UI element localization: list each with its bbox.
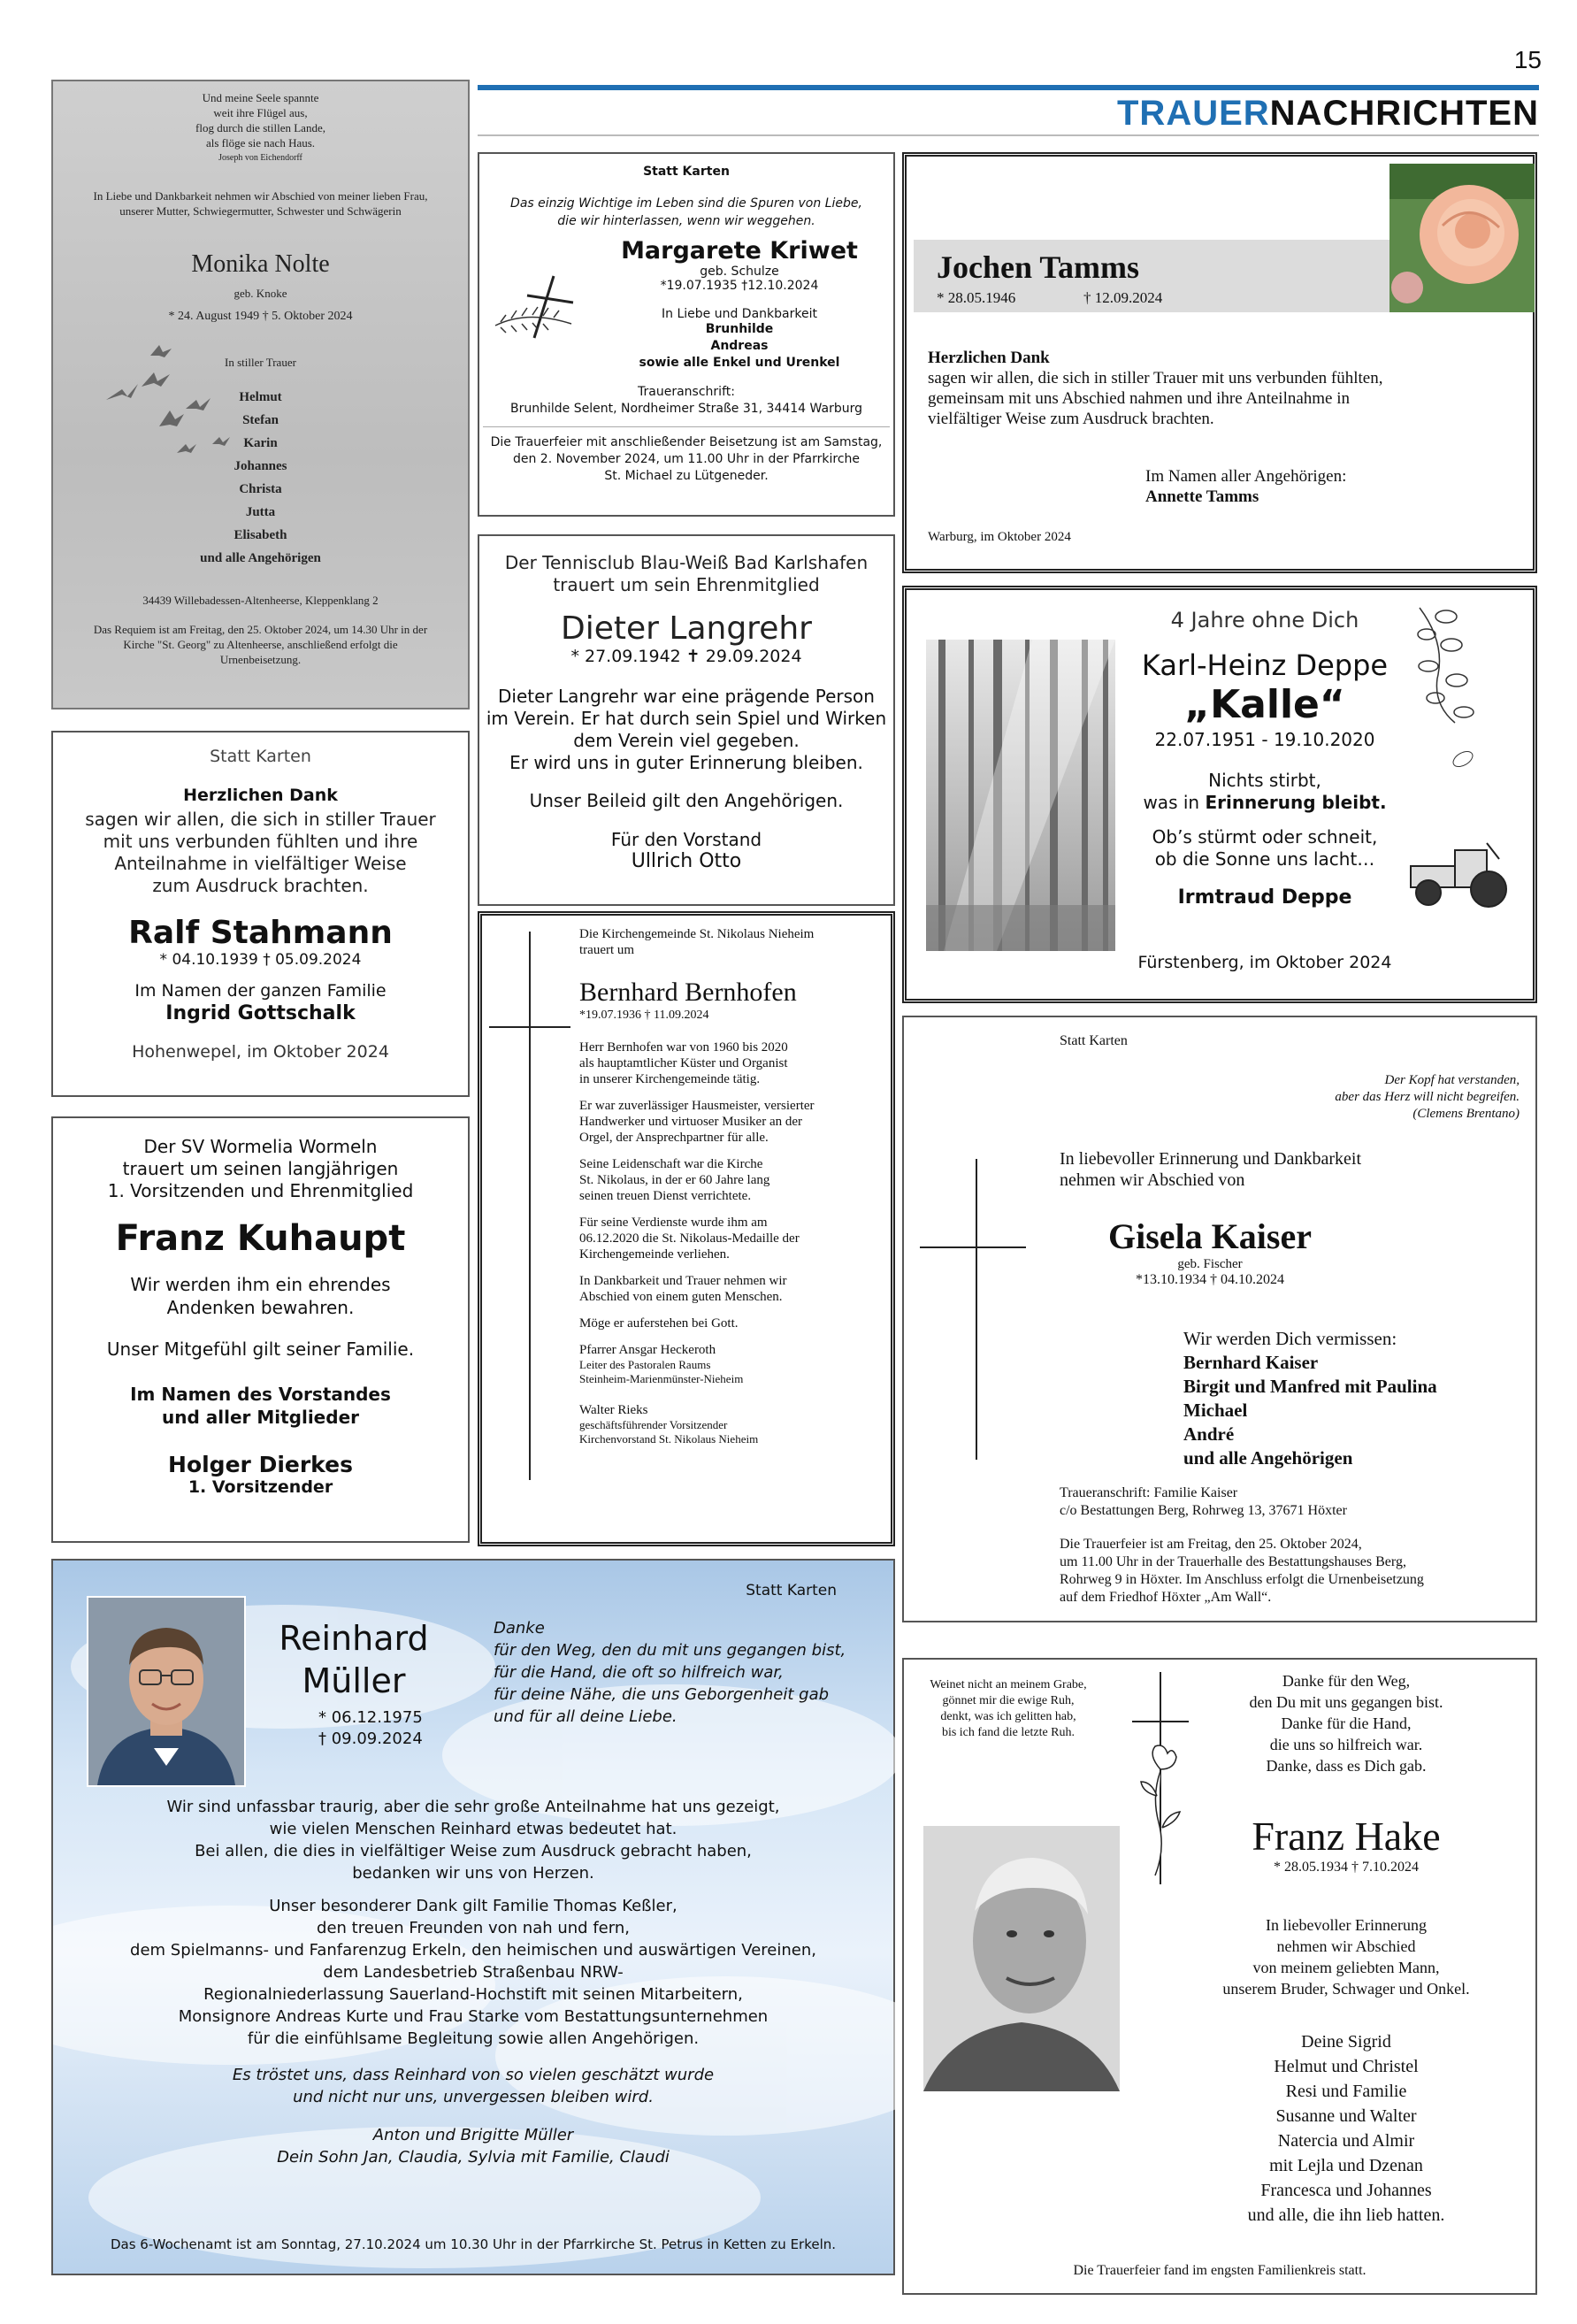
deceased-name: Monika Nolte <box>191 250 330 278</box>
text-line: Für seine Verdienste wurde ihm am <box>579 1216 768 1230</box>
born-name: geb. Fischer <box>1177 1257 1243 1271</box>
family-member: Karin <box>243 436 278 450</box>
signer-role: geschäftsführender Vorsitzender <box>579 1418 728 1431</box>
header-rule <box>478 85 1539 90</box>
address-label: Traueranschrift: <box>638 385 735 399</box>
family-member: sowie alle Enkel und Urenkel <box>639 356 840 370</box>
born-name: geb. Schulze <box>700 265 779 279</box>
text-line: Wir werden ihm ein ehrendes <box>130 1274 391 1295</box>
text-line: seinen treuen Dienst verrichtete. <box>579 1189 752 1203</box>
text-line: Er war zuverlässiger Hausmeister, versierter <box>579 1099 815 1113</box>
text-line: 06.12.2020 die St. Nikolaus-Medaille der <box>579 1231 800 1246</box>
place-date: Hohenwepel, im Oktober 2024 <box>132 1042 389 1062</box>
text-line: Handwerker und virtuoser Musiker an der <box>579 1115 803 1129</box>
text-line: den treuen Freunden von nah und fern, <box>317 1919 630 1937</box>
signer: Anton und Brigitte Müller <box>372 2126 574 2144</box>
verse-line: Nichts stirbt, <box>1208 770 1321 791</box>
requiem-line: Das Requiem ist am Freitag, den 25. Oktober 2024, um 14.30 Uhr in der <box>93 623 428 636</box>
life-dates: * 04.10.1939 † 05.09.2024 <box>159 951 362 969</box>
signer: Holger Dierkes <box>168 1452 353 1477</box>
cross-icon <box>920 1159 1035 1477</box>
board-line: Im Namen des Vorstandes <box>130 1384 391 1405</box>
deceased-name: Franz Kuhaupt <box>115 1218 406 1259</box>
intro-line: unserer Mutter, Schwiegermutter, Schwester und Schwägerin <box>119 204 402 218</box>
first-name: Reinhard <box>279 1619 429 1658</box>
obituary-dieter-langrehr <box>478 534 895 906</box>
poem-line: als flöge sie nach Haus. <box>205 136 316 150</box>
section-title <box>478 94 1539 134</box>
header-underline <box>478 134 1539 136</box>
cross-icon <box>484 932 572 1498</box>
signer: Walter Rieks <box>579 1403 648 1417</box>
text-line: Regionalniederlassung Sauerland-Hochstift mit seinen Mitarbeitern, <box>203 1985 743 2004</box>
thanks-line: sagen wir allen, die sich in stiller Trauer mit uns verbunden fühlten, <box>928 369 1383 387</box>
born-name: geb. Knoke <box>233 287 287 300</box>
text-line: Kirchengemeinde verliehen. <box>579 1247 730 1262</box>
quote-line: aber das Herz will nicht begreifen. <box>1335 1090 1520 1104</box>
intro-line: von meinem geliebten Mann, <box>1252 1959 1440 1976</box>
signer: Pfarrer Ansgar Heckeroth <box>579 1343 716 1357</box>
portrait-photo <box>923 1826 1120 2091</box>
thanks-title: Herzlichen Dank <box>928 349 1050 367</box>
poem-line: bis ich fand die letzte Ruh. <box>941 1726 1076 1739</box>
life-dates: *13.10.1934 † 04.10.2024 <box>1136 1272 1284 1287</box>
life-dates: * 28.05.1934 † 7.10.2024 <box>1274 1860 1419 1875</box>
leaf-branch-icon <box>1411 599 1481 732</box>
signer-role: Steinheim-Marienmünster-Nieheim <box>579 1372 744 1385</box>
family-member: und alle Angehörigen <box>200 551 321 565</box>
life-dates: * 27.09.1942 ✝ 29.09.2024 <box>570 647 802 666</box>
text-line: wie vielen Menschen Reinhard etwas bedeutet hat. <box>269 1820 677 1838</box>
family-member: Bernhard Kaiser <box>1183 1352 1319 1373</box>
thanks-line: Danke <box>494 1619 545 1638</box>
section-title-part1: TRAUER <box>1117 94 1270 133</box>
text-line: Bei allen, die dies in vielfältiger Weise zum Ausdruck gebracht haben, <box>195 1842 752 1860</box>
text-line: Dieter Langrehr war eine prägende Person <box>498 686 875 707</box>
death-date: † 09.09.2024 <box>318 1730 423 1748</box>
love-line: In Liebe und Dankbarkeit <box>662 307 817 321</box>
section-title-part2: NACHRICHTEN <box>1269 94 1539 133</box>
family-member: Helmut <box>239 390 282 404</box>
born-date: * 06.12.1975 <box>318 1708 423 1727</box>
service-line: um 11.00 Uhr in der Trauerhalle des Bestattungshauses Berg, <box>1060 1554 1406 1569</box>
place-date: Fürstenberg, im Oktober 2024 <box>1137 953 1392 972</box>
verse-bold: Erinnerung bleibt. <box>1205 792 1387 813</box>
family-member: Andreas <box>710 339 769 353</box>
nickname: „Kalle“ <box>1184 682 1345 727</box>
family-member: Christa <box>239 482 282 496</box>
requiem-line: Kirche "St. Georg" zu Altenheerse, anschließend erfolgt die <box>123 638 398 651</box>
family-member: Natercia und Almir <box>1277 2131 1415 2151</box>
deceased-name: Margarete Kriwet <box>621 237 858 265</box>
family-member: Resi und Familie <box>1285 2082 1407 2101</box>
verse-line: ob die Sonne uns lacht… <box>1154 848 1375 870</box>
text-line: St. Nikolaus, in der er 60 Jahre lang <box>579 1173 770 1187</box>
poem-author: Joseph von Eichendorff <box>218 153 302 163</box>
statt-karten: Statt Karten <box>746 1582 837 1599</box>
intro-line: trauert um sein Ehrenmitglied <box>553 574 820 595</box>
birch-forest-photo <box>926 640 1115 951</box>
intro-line: unserem Bruder, Schwager und Onkel. <box>1222 1980 1470 1998</box>
family-member: Birgit und Manfred mit Paulina <box>1183 1376 1437 1397</box>
text-line: im Verein. Er hat durch sein Spiel und Wirken <box>486 708 887 729</box>
thanks-line: sagen wir allen, die sich in stiller Trauer <box>85 809 436 830</box>
deceased-name: Karl-Heinz Deppe <box>1141 648 1389 682</box>
signer-role: Kirchenvorstand St. Nikolaus Nieheim <box>579 1432 759 1446</box>
family-member: Francesca und Johannes <box>1260 2181 1432 2200</box>
address-line: Traueranschrift: Familie Kaiser <box>1060 1485 1238 1500</box>
thanks-line: und für all deine Liebe. <box>494 1707 677 1726</box>
text-line: bedanken wir uns von Herzen. <box>352 1864 594 1883</box>
signer-role: Leiter des Pastoralen Raums <box>579 1358 711 1371</box>
text-line: Monsignore Andreas Kurte und Frau Starke vom Bestattungsunternehmen <box>178 2007 769 2026</box>
tractor-icon <box>1402 841 1517 912</box>
portrait-person <box>88 1598 244 1785</box>
signer: Annette Tamms <box>1145 487 1259 506</box>
verse-line: Ob’s stürmt oder schneit, <box>1152 826 1378 848</box>
text-line: Möge er auferstehen bei Gott. <box>579 1316 739 1331</box>
poem-line: Und meine Seele spannte <box>202 91 319 104</box>
intro-line: nehmen wir Abschied von <box>1060 1170 1245 1190</box>
intro-line: In liebevoller Erinnerung und Dankbarkeit <box>1060 1149 1361 1169</box>
leaf-icon <box>1450 746 1476 772</box>
last-name: Müller <box>302 1661 406 1700</box>
quote-line: Der Kopf hat verstanden, <box>1384 1073 1520 1087</box>
family-member: Jutta <box>245 505 276 519</box>
rose-photo <box>1389 164 1535 312</box>
obituary-franz-hake <box>902 1658 1537 2295</box>
thanks-title: Herzlichen Dank <box>183 786 338 805</box>
condolence-line: Unser Beileid gilt den Angehörigen. <box>529 790 844 811</box>
family-member: Brunhilde <box>705 322 774 336</box>
text-line: Es tröstet uns, dass Reinhard von so vielen geschätzt wurde <box>232 2066 715 2084</box>
deceased-name: Franz Hake <box>1252 1814 1441 1859</box>
intro-line: Die Kirchengemeinde St. Nikolaus Nieheim <box>579 927 815 941</box>
life-dates: * 24. August 1949 † 5. Oktober 2024 <box>168 310 353 323</box>
text-line: dem Landesbetrieb Straßenbau NRW- <box>323 1963 624 1982</box>
service-line: auf dem Friedhof Höxter „Am Wall“. <box>1060 1590 1272 1605</box>
service-line: Rohrweg 9 in Höxter. Im Anschluss erfolgt die Urnenbeisetzung <box>1060 1572 1424 1587</box>
address-line: c/o Bestattungen Berg, Rohrweg 13, 37671 Höxter <box>1060 1503 1347 1518</box>
thanks-line: zum Ausdruck brachten. <box>152 875 369 896</box>
text-line: Unser besonderer Dank gilt Familie Thomas Keßler, <box>269 1897 677 1915</box>
signer: Ingrid Gottschalk <box>165 1002 356 1024</box>
family-member: Susanne und Walter <box>1275 2106 1417 2126</box>
text-line: Orgel, der Ansprechpartner für alle. <box>579 1131 769 1145</box>
intro-line: Der Tennisclub Blau-Weiß Bad Karlshafen <box>504 552 869 573</box>
thanks-line: den Du mit uns gegangen bist. <box>1249 1693 1443 1711</box>
page-number: 15 <box>1513 46 1542 73</box>
thanks-line: für die Hand, die oft so hilfreich war, <box>494 1663 784 1682</box>
family-member: und alle, die ihn lieb hatten. <box>1247 2205 1445 2225</box>
text-line: dem Spielmanns- und Fanfarenzug Erkeln, den heimischen und auswärtigen Vereinen, <box>130 1941 816 1960</box>
obituary-gisela-kaiser <box>902 1016 1537 1622</box>
signer-role: 1. Vorsitzender <box>188 1477 333 1497</box>
cross-with-branch-icon <box>492 267 589 347</box>
grief-line: In stiller Trauer <box>225 356 296 369</box>
years-line: 4 Jahre ohne Dich <box>1170 608 1359 633</box>
quote-line: (Clemens Brentano) <box>1412 1107 1520 1121</box>
thanks-line: mit uns verbunden fühlten und ihre <box>103 831 418 852</box>
obituary-bernhard-bernhofen <box>478 911 895 1546</box>
obituary-jochen-tamms <box>902 152 1537 573</box>
family-member: Elisabeth <box>233 528 287 542</box>
family-member: André <box>1183 1423 1235 1445</box>
poem-line: flog durch die stillen Lande, <box>195 121 325 134</box>
quote-line: die wir hinterlassen, wenn wir weggehen. <box>557 214 815 228</box>
signer: Ullrich Otto <box>631 850 742 872</box>
place-date: Warburg, im Oktober 2024 <box>928 530 1071 544</box>
on-behalf: Im Namen aller Angehörigen: <box>1145 467 1347 486</box>
for-board: Für den Vorstand <box>610 829 762 850</box>
obituary-ralf-stahmann <box>51 731 470 1097</box>
statt-karten: Statt Karten <box>643 165 730 179</box>
thanks-line: vielfältiger Weise zum Ausdruck brachten. <box>928 410 1214 428</box>
requiem-line: Urnenbeisetzung. <box>219 653 302 666</box>
board-line: und aller Mitglieder <box>161 1407 359 1428</box>
address: Brunhilde Selent, Nordheimer Straße 31, 34414 Warburg <box>510 402 862 416</box>
deceased-name: Dieter Langrehr <box>561 610 812 647</box>
flying-birds-icon <box>88 303 239 471</box>
obituary-karl-heinz-deppe <box>902 586 1537 1003</box>
sympathy-line: Unser Mitgefühl gilt seiner Familie. <box>106 1338 415 1360</box>
family-member: Helmut und Christel <box>1274 2057 1419 2076</box>
quote-line: Das einzig Wichtige im Leben sind die Spuren von Liebe, <box>510 196 862 211</box>
text-line: in unserer Kirchengemeinde tätig. <box>579 1072 761 1086</box>
family-member: und alle Angehörigen <box>1183 1447 1353 1469</box>
life-dates: *19.07.1936 † 11.09.2024 <box>579 1009 709 1022</box>
portrait-person <box>923 1826 1120 2091</box>
service-line: Die Trauerfeier ist am Freitag, den 25. Oktober 2024, <box>1060 1537 1362 1552</box>
poem-line: Weinet nicht an meinem Grabe, <box>930 1678 1087 1691</box>
text-line: für die einfühlsame Begleitung sowie allen Angehörigen. <box>247 2029 700 2048</box>
family-member: Deine Sigrid <box>1301 2032 1391 2052</box>
poem-line: denkt, was ich gelitten hab, <box>940 1710 1076 1723</box>
deceased-name: Jochen Tamms <box>937 249 1140 285</box>
intro-line: In Liebe und Dankbarkeit nehmen wir Abschied von meiner lieben Frau, <box>93 189 428 203</box>
thanks-line: Anteilnahme in vielfältiger Weise <box>114 853 407 874</box>
address: 34439 Willebadessen-Altenheerse, Kleppenklang 2 <box>142 594 379 607</box>
thanks-line: für den Weg, den du mit uns gegangen bist, <box>494 1641 846 1660</box>
intro-line: nehmen wir Abschied <box>1276 1937 1416 1955</box>
thanks-line: Danke, dass es Dich gab. <box>1266 1757 1427 1775</box>
text-line: In Dankbarkeit und Trauer nehmen wir <box>579 1274 787 1288</box>
text-line: Wir sind unfassbar traurig, aber die sehr große Anteilnahme hat uns gezeigt, <box>166 1798 780 1816</box>
verse-line: was in <box>1143 792 1206 813</box>
family-member: mit Lejla und Dzenan <box>1269 2156 1423 2175</box>
text-line: Seine Leidenschaft war die Kirche <box>579 1157 763 1171</box>
miss-line: Wir werden Dich vermissen: <box>1183 1328 1397 1349</box>
mass-line: Das 6-Wochenamt ist am Sonntag, 27.10.2024 um 10.30 Uhr in der Pfarrkirche St. Petrus in Ketten zu Erkeln. <box>110 2236 837 2252</box>
text-line: dem Verein viel gegeben. <box>573 730 800 751</box>
deceased-name: Gisela Kaiser <box>1108 1216 1312 1256</box>
text-line: als hauptamtlicher Küster und Organist <box>579 1056 788 1070</box>
obituary-margarete-kriwet <box>478 152 895 517</box>
poem-line: gönnet mir die ewige Ruh, <box>942 1694 1075 1707</box>
death-date: † 12.09.2024 <box>1083 289 1163 306</box>
family-member: Johannes <box>233 459 287 473</box>
thanks-line: die uns so hilfreich war. <box>1269 1736 1423 1753</box>
intro-line: Der SV Wormelia Wormeln <box>143 1136 378 1157</box>
family-member: Stefan <box>242 413 279 427</box>
intro-line: 1. Vorsitzenden und Ehrenmitglied <box>107 1180 414 1201</box>
text-line: Er wird uns in guter Erinnerung bleiben. <box>509 752 863 773</box>
signer: Dein Sohn Jan, Claudia, Sylvia mit Familie, Claudi <box>277 2148 670 2167</box>
service-line: St. Michael zu Lütgeneder. <box>604 469 769 483</box>
service-line: den 2. November 2024, um 11.00 Uhr in der Pfarrkirche <box>512 452 861 466</box>
statt-karten: Statt Karten <box>210 747 311 766</box>
thanks-line: Danke für den Weg, <box>1282 1672 1411 1690</box>
intro-line: In liebevoller Erinnerung <box>1266 1916 1427 1934</box>
thanks-line: gemeinsam mit uns Abschied nahmen und ihre Anteilnahme in <box>928 389 1351 408</box>
signer: Irmtraud Deppe <box>1177 886 1352 909</box>
statt-karten: Statt Karten <box>1060 1033 1128 1048</box>
portrait-photo <box>87 1596 246 1787</box>
intro-line: trauert um <box>579 943 635 957</box>
obituary-franz-kuhaupt <box>51 1116 470 1543</box>
intro-line: trauert um seinen langjährigen <box>122 1158 399 1179</box>
poem-line: weit ihre Flügel aus, <box>213 106 308 119</box>
text-line: und nicht nur uns, unvergessen bleiben wird. <box>293 2088 654 2106</box>
text-line: Andenken bewahren. <box>166 1297 355 1318</box>
family-member: Michael <box>1183 1400 1248 1421</box>
born-date: * 28.05.1946 <box>937 289 1016 306</box>
obituary-reinhard-mueller <box>51 1559 895 2275</box>
life-dates: *19.07.1935 †12.10.2024 <box>660 279 819 293</box>
deceased-name: Bernhard Bernhofen <box>579 978 797 1007</box>
service-line: Die Trauerfeier fand im engsten Familienkreis statt. <box>1073 2263 1366 2278</box>
thanks-line: für deine Nähe, die uns Geborgenheit gab <box>494 1685 830 1704</box>
life-dates: 22.07.1951 - 19.10.2020 <box>1154 729 1375 750</box>
deceased-name: Ralf Stahmann <box>128 915 393 951</box>
text-line: Herr Bernhofen war von 1960 bis 2020 <box>579 1040 788 1055</box>
obituary-monika-nolte <box>51 80 470 709</box>
thanks-line: Danke für die Hand, <box>1281 1714 1412 1732</box>
text-line: Abschied von einem guten Menschen. <box>579 1290 783 1304</box>
service-line: Die Trauerfeier mit anschließender Beisetzung ist am Samstag, <box>490 435 883 449</box>
on-behalf: Im Namen der ganzen Familie <box>134 981 387 1001</box>
